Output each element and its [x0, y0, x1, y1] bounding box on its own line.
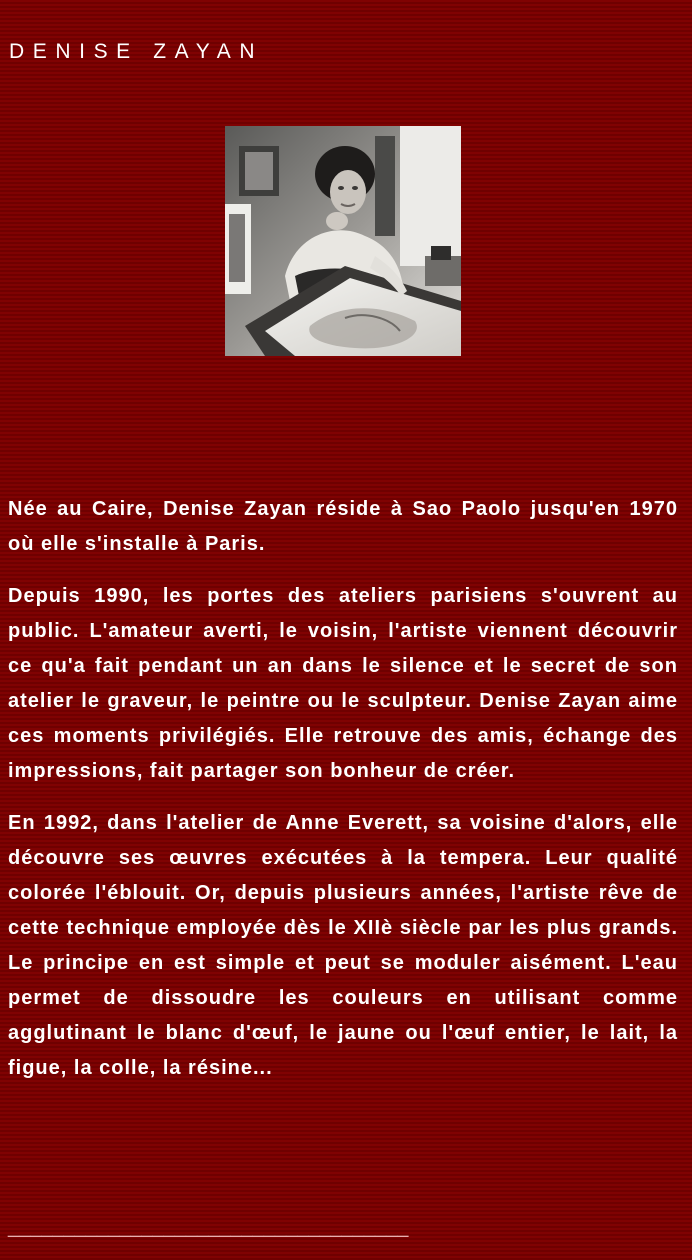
divider-line: ____________________________________	[8, 1216, 409, 1238]
site-title: DENISE ZAYAN	[9, 40, 264, 63]
bio-paragraph-2: Depuis 1990, les portes des ateliers parisiens s'ouvrent au public. L'amateur averti, le voisin, l'artiste viennent découvrir ce qu'a fait pendant un an dans le silence et le secret de son atelier le graveur, le peintre ou le sculpteur. Denise Zayan aime ces moments privilégiés. Elle retrouve des amis, échange des impressions, fait partager son bonheur de créer.	[8, 585, 678, 782]
portrait-image	[225, 126, 461, 356]
bio-paragraph-3: En 1992, dans l'atelier de Anne Everett, sa voisine d'alors, elle découvre ses œuvres exécutées à la tempera. Leur qualité colorée l'éblouit. Or, depuis plusieurs années, l'artiste rêve de cette technique employée dès le XIIè siècle par les plus grands. Le principe en est simple et peut se moduler aisément. L'eau permet de dissoudre les couleurs en utilisant comme agglutinant le blanc d'œuf, le jaune ou l'œuf entier, le lait, la figue, la colle, la résine...	[8, 812, 678, 1079]
biography-text	[8, 492, 678, 1103]
artist-portrait-photo	[225, 126, 461, 356]
bio-paragraph-1: Née au Caire, Denise Zayan réside à Sao Paolo jusqu'en 1970 où elle s'installe à Paris.	[8, 498, 678, 555]
